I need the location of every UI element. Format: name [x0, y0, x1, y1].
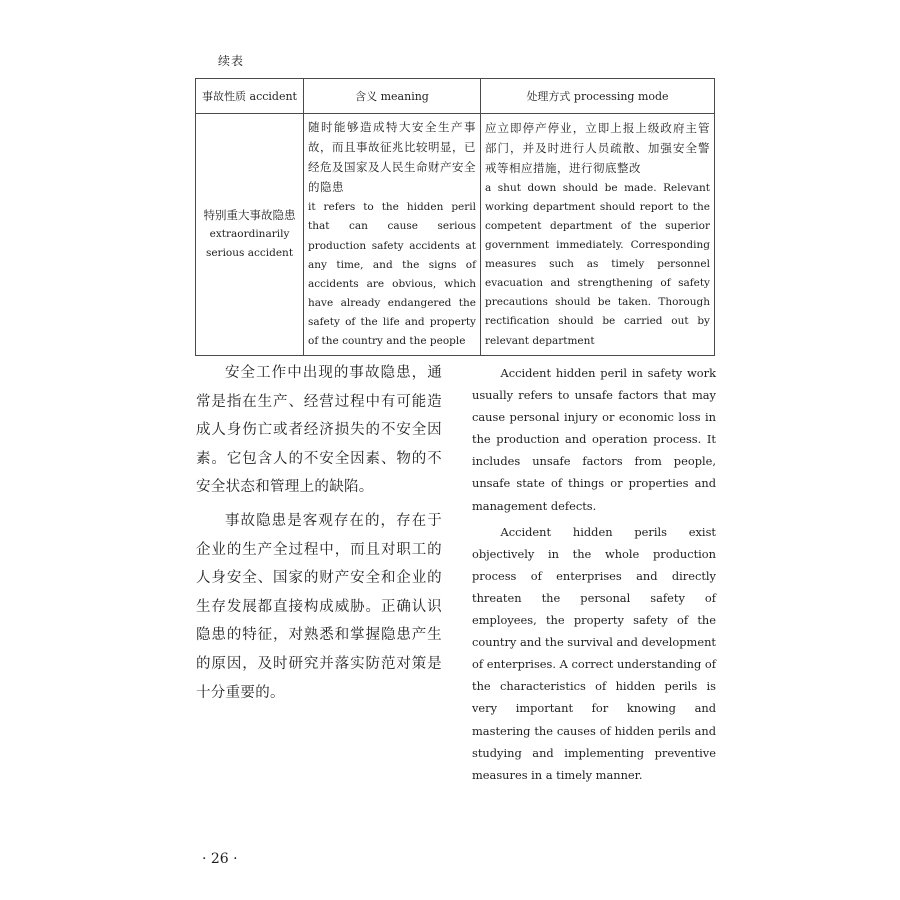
processing-zh: 应立即停产停业，立即上报上级政府主管部门，并及时进行人员疏散、加强安全警戒等相应措施，进行彻底整改: [485, 120, 710, 175]
table-header-row: [196, 79, 715, 114]
meaning-en: it refers to the hidden peril that can cause serious production safety accidents at any time, and the signs of accidents are obvious, which have already endangered the safety of the life and property of the country and the people: [308, 201, 476, 348]
english-paragraph-2: Accident hidden perils exist objectively in the whole production process of enterprises and directly threaten the personal safety of employees, the property safety of the country and the survival and development of enterprises. A correct understanding of the characteristics of hidden perils is very important for knowing and mastering the causes of hidden perils and studying and implementing preventive measures in a timely manner.: [472, 524, 716, 782]
header-processing-mode: 处理方式 processing mode: [481, 79, 715, 114]
english-paragraph-1: Accident hidden peril in safety work usually refers to unsafe factors that may cause personal injury or economic loss in the production and operation process. It includes unsafe factors from people, unsafe state of things or properties and management defects.: [472, 366, 716, 513]
english-text-column: [472, 362, 716, 790]
continued-table-label: 续表: [218, 54, 245, 68]
header-accident-nature: 事故性质 accident: [196, 79, 304, 114]
chinese-paragraph-1: 安全工作中出现的事故隐患，通常是指在生产、经营过程中有可能造成人身伤亡或者经济损失的不安全因素。它包含人的不安全因素、物的不安全状态和管理上的缺陷。: [196, 365, 442, 496]
chinese-paragraph-2: 事故隐患是客观存在的，存在于企业的生产全过程中，而且对职工的人身安全、国家的财产安全和企业的生存发展都直接构成威胁。正确认识隐患的特征，对熟悉和掌握隐患产生的原因，及时研究并落实防范对策是十分重要的。: [196, 512, 442, 701]
chinese-text-column: [196, 359, 442, 712]
meaning-zh: 随时能够造成特大安全生产事故，而且事故征兆比较明显，已经危及国家及人民生命财产安全的隐患: [308, 120, 476, 195]
processing-en: a shut down should be made. Relevant working department should report to the competent department of the superior government immediately. Corresponding measures such as timely personnel evacuation and strengthening of safety precautions should be taken. Thorough rectification should be carried out by relevant department: [485, 181, 710, 347]
nature-zh: 特别重大事故隐患: [203, 208, 296, 223]
meaning-cell: [304, 114, 481, 356]
hazard-classification-table: [195, 78, 715, 356]
processing-mode-cell: [481, 114, 715, 356]
accident-nature-cell: [196, 114, 304, 356]
page-number: · 26 ·: [202, 851, 238, 867]
nature-en-line2: serious accident: [205, 247, 294, 260]
nature-en-line1: extraordinarily: [209, 228, 290, 241]
table-row: [196, 114, 715, 356]
header-meaning: 含义 meaning: [304, 79, 481, 114]
